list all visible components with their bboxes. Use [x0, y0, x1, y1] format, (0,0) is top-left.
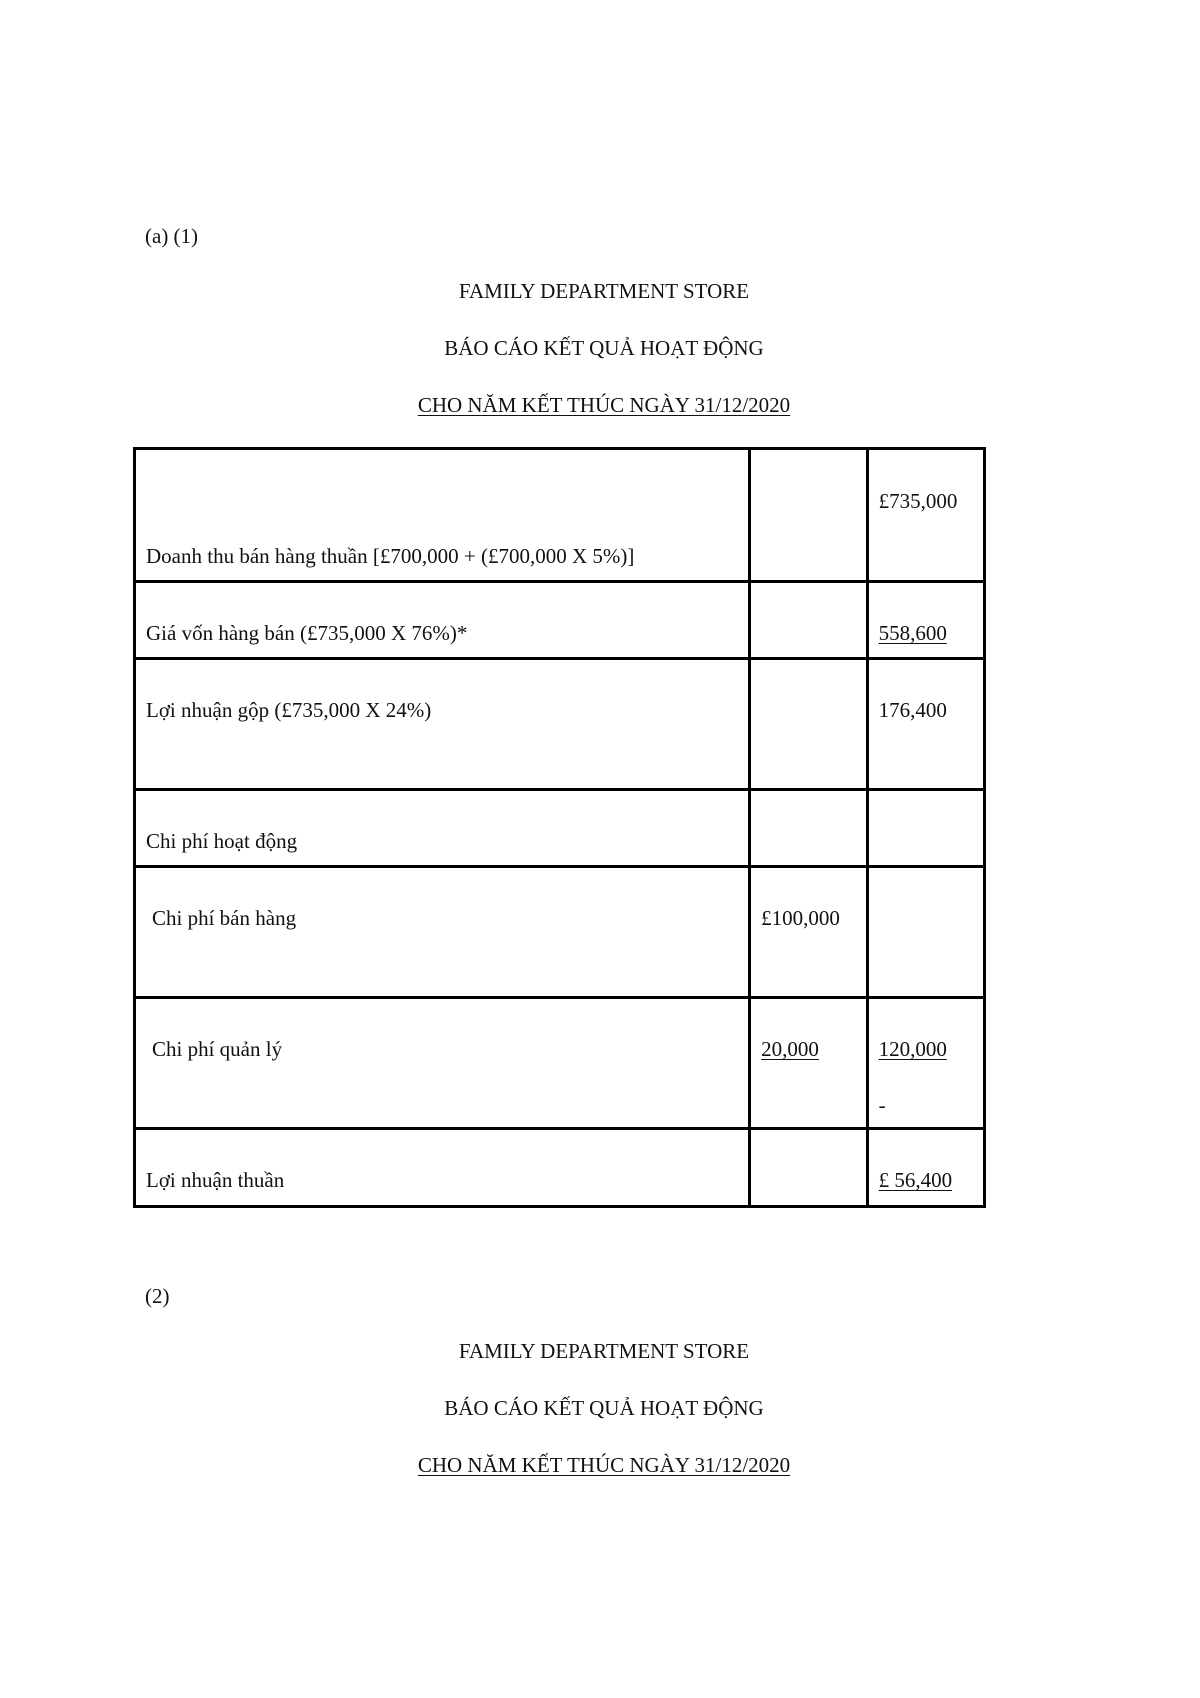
section-label-2: (2) — [145, 1284, 170, 1308]
operating-expenses-label-cell — [135, 790, 750, 867]
company-title-2: FAMILY DEPARTMENT STORE — [458, 1339, 750, 1363]
gross-profit-col2-cell — [750, 659, 867, 790]
table-row-net-sales — [135, 449, 985, 582]
cogs-label-cell — [135, 582, 750, 659]
net-income-col2-cell — [750, 1129, 867, 1207]
selling-expenses-value: £100,000 — [761, 906, 840, 930]
cogs-value: 558,600 — [878, 621, 947, 645]
total-operating-expenses-value: 120,000 — [878, 1037, 947, 1061]
admin-expenses-dash: - — [878, 1093, 886, 1117]
report-period — [0, 393, 1200, 418]
net-income-value: £ 56,400 — [878, 1168, 953, 1192]
net-income-col3-cell — [867, 1129, 984, 1207]
cogs-label: Giá vốn hàng bán (£735,000 X 76%)* — [146, 621, 468, 645]
report-title-2: BÁO CÁO KẾT QUẢ HOẠT ĐỘNG — [444, 1396, 764, 1420]
operating-expenses-label: Chi phí hoạt động — [146, 829, 298, 853]
table-row-selling-expenses — [135, 867, 985, 998]
admin-expenses-col2-cell — [750, 998, 867, 1129]
report-title: BÁO CÁO KẾT QUẢ HOẠT ĐỘNG — [444, 336, 764, 360]
gross-profit-label: Lợi nhuận gộp (£735,000 X 24%) — [146, 698, 432, 722]
net-sales-label-cell — [135, 449, 750, 582]
operating-expenses-col3-cell — [867, 790, 984, 867]
operating-expenses-col2-cell — [750, 790, 867, 867]
gross-profit-label-cell — [135, 659, 750, 790]
section-label-a1: (a) (1) — [145, 224, 199, 248]
gross-profit-value: 176,400 — [878, 698, 947, 722]
net-income-label: Lợi nhuận thuần — [146, 1168, 285, 1192]
report-period-2 — [0, 1453, 1200, 1478]
selling-expenses-label: Chi phí bán hàng — [152, 906, 297, 930]
company-title: FAMILY DEPARTMENT STORE — [458, 279, 750, 303]
table-row-net-income — [135, 1129, 985, 1207]
admin-expenses-col3-cell — [867, 998, 984, 1129]
cogs-col2-cell — [750, 582, 867, 659]
table-row-cogs — [135, 582, 985, 659]
income-statement-table — [133, 447, 986, 1208]
selling-expenses-col2-cell — [750, 867, 867, 998]
admin-expenses-label: Chi phí quản lý — [152, 1037, 283, 1061]
cogs-col3-cell — [867, 582, 984, 659]
table-row-operating-expenses — [135, 790, 985, 867]
net-sales-col2-cell — [750, 449, 867, 582]
selling-expenses-col3-cell — [867, 867, 984, 998]
table-row-admin-expenses — [135, 998, 985, 1129]
report-period-2-text: CHO NĂM KẾT THÚC NGÀY 31/12/2020 — [417, 1453, 791, 1477]
report-period-text: CHO NĂM KẾT THÚC NGÀY 31/12/2020 — [417, 393, 791, 417]
admin-expenses-label-cell — [135, 998, 750, 1129]
net-income-label-cell — [135, 1129, 750, 1207]
table-row-gross-profit — [135, 659, 985, 790]
gross-profit-col3-cell — [867, 659, 984, 790]
selling-expenses-label-cell — [135, 867, 750, 998]
admin-expenses-value: 20,000 — [761, 1037, 819, 1061]
net-sales-label: Doanh thu bán hàng thuần [£700,000 + (£700,000 X 5%)] — [146, 544, 635, 568]
net-sales-value: £735,000 — [878, 489, 958, 513]
net-sales-col3-cell — [867, 449, 984, 582]
